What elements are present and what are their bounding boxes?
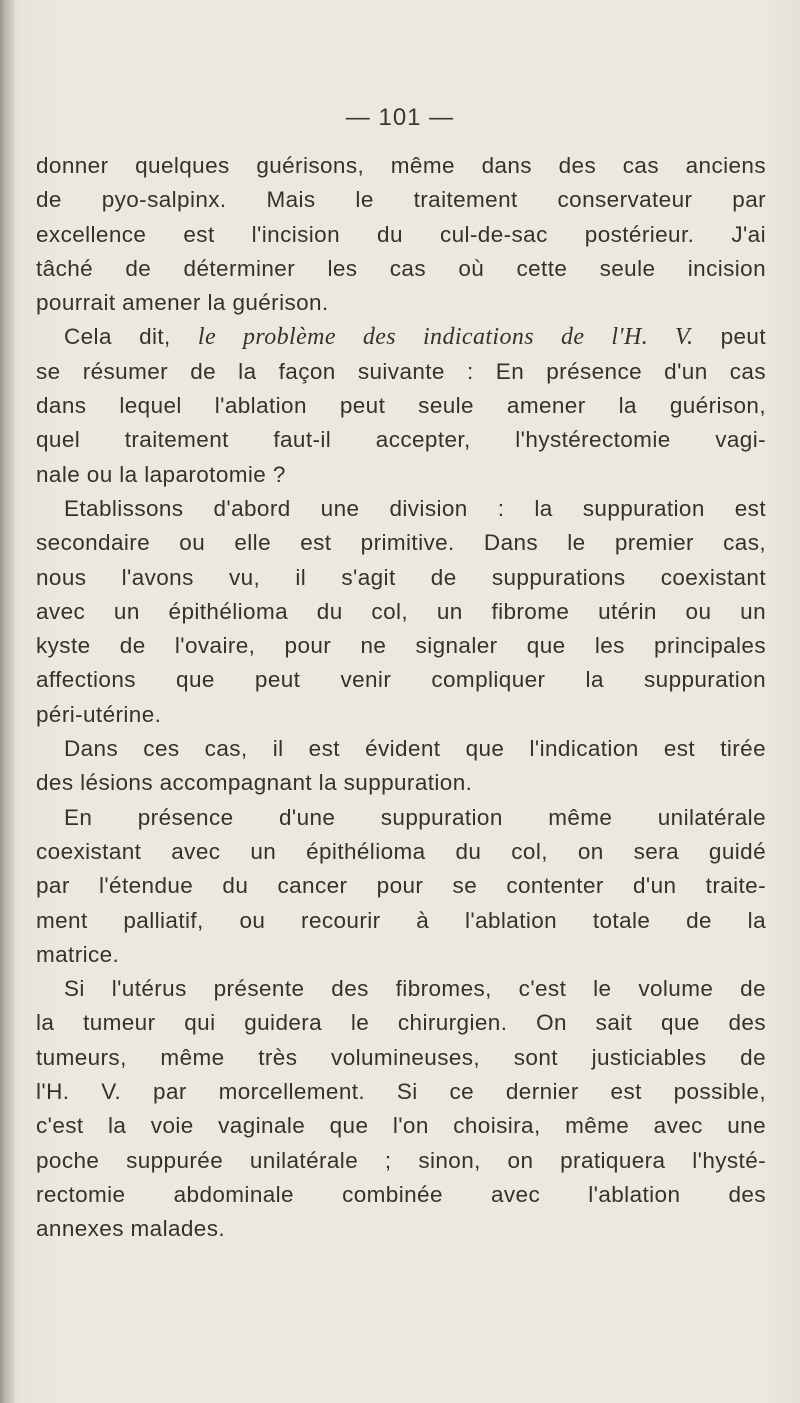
- text-line: coexistant avec un épithélioma du col, on sera guidé: [36, 838, 766, 864]
- text-line: avec un épithélioma du col, un fibrome utérin ou un: [36, 598, 766, 624]
- text-line: par l'étendue du cancer pour se contenter d'un traite-: [36, 873, 766, 899]
- text-line: [36, 320, 766, 354]
- text-line: quel traitement faut-il accepter, l'hystérectomie vagi-: [36, 427, 766, 453]
- text-line: kyste de l'ovaire, pour ne signaler que les principales: [36, 633, 766, 659]
- text-line: ment palliatif, ou recourir à l'ablation totale de la: [36, 907, 766, 933]
- text-line: nale ou la laparotomie ?: [36, 461, 286, 487]
- body-text: [36, 149, 766, 1247]
- text-line: matrice.: [36, 941, 120, 967]
- text-line: poche suppurée unilatérale ; sinon, on pratiquera l'hysté-: [36, 1147, 766, 1173]
- text-line: l'H. V. par morcellement. Si ce dernier est possible,: [36, 1079, 766, 1105]
- text-line: pourrait amener la guérison.: [36, 290, 329, 316]
- text-line: Dans ces cas, il est évident que l'indication est tirée: [64, 736, 766, 762]
- text-line: secondaire ou elle est primitive. Dans le premier cas,: [36, 530, 766, 556]
- text-line: rectomie abdominale combinée avec l'ablation des: [36, 1181, 766, 1207]
- text-line: nous l'avons vu, il s'agit de suppurations coexistant: [36, 564, 766, 590]
- italic-title: le problème des indications de l'H. V.: [197, 324, 694, 351]
- text-line: tâché de déterminer les cas où cette seule incision: [36, 255, 766, 281]
- text-fragment: peut: [720, 324, 767, 350]
- text-line: des lésions accompagnant la suppuration.: [36, 770, 473, 796]
- text-line: affections que peut venir compliquer la suppuration: [36, 667, 766, 693]
- text-line: En présence d'une suppuration même unilatérale: [64, 804, 766, 830]
- text-line: donner quelques guérisons, même dans des cas anciens: [36, 153, 766, 178]
- text-line: dans lequel l'ablation peut seule amener la guérison,: [36, 393, 766, 419]
- text-line: de pyo-salpinx. Mais le traitement conservateur par: [36, 187, 766, 213]
- text-fragment: Cela dit,: [64, 324, 171, 350]
- text-line: annexes malades.: [36, 1216, 226, 1242]
- text-line: se résumer de la façon suivante : En présence d'un cas: [36, 358, 766, 384]
- text-line: c'est la voie vaginale que l'on choisira, même avec une: [36, 1113, 766, 1139]
- text-line: Etablissons d'abord une division : la suppuration est: [64, 495, 766, 521]
- text-line: tumeurs, même très volumineuses, sont justiciables de: [36, 1044, 766, 1070]
- page-binding-edge: [0, 0, 14, 1403]
- text-line: Si l'utérus présente des fibromes, c'est le volume de: [64, 976, 766, 1002]
- text-line: la tumeur qui guidera le chirurgien. On sait que des: [36, 1010, 766, 1036]
- text-line: excellence est l'incision du cul-de-sac postérieur. J'ai: [36, 221, 766, 247]
- text-line: péri-utérine.: [36, 701, 162, 727]
- page-number: — 101 —: [345, 104, 455, 131]
